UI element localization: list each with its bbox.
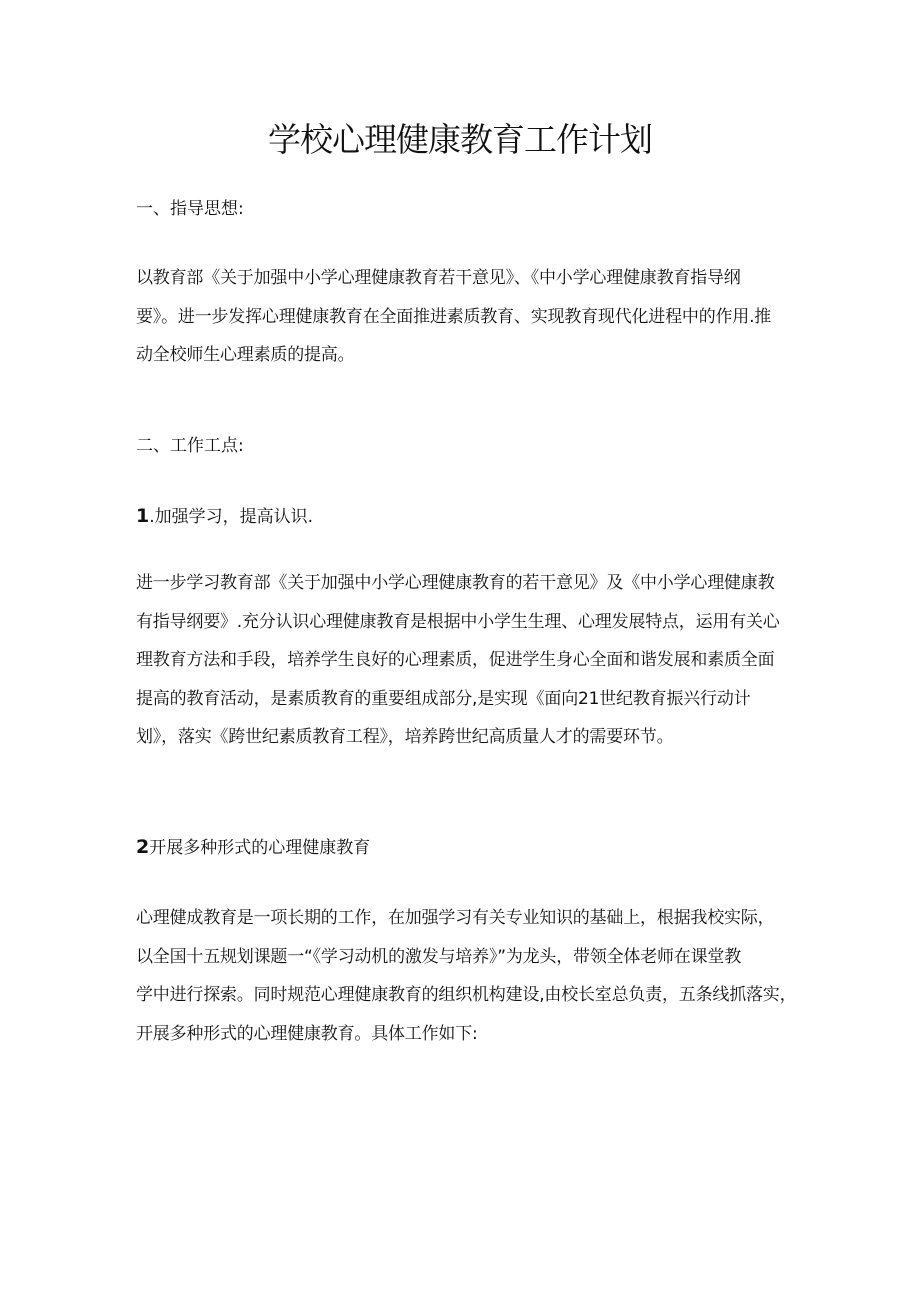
paragraph-line: 动全校师生心理素质的提高。 (136, 345, 355, 365)
paragraph-line: 以教育部《关于加强中小学心理健康教育若干意见》、《中小学心理健康教育指导纲 (136, 268, 741, 288)
item-heading-diverse-education (136, 835, 796, 860)
item-heading-strengthen-learning (136, 504, 796, 529)
paragraph-line: 要》。进一步发挥心理健康教育在全面推进素质教育、实现教育现代化进程中的作用.推 (136, 306, 772, 327)
paragraph-line: 理教育方法和手段，培养学生良好的心理素质，促进学生身心全面和谐发展和素质全面 (136, 650, 775, 670)
paragraph-diverse-education (136, 906, 796, 1060)
paragraph-line: 划》，落实《跨世纪素质教育工程》，培养跨世纪高质量人才的需要环节。 (136, 727, 674, 747)
item-number: 1 (136, 505, 150, 527)
item-heading-text: 开展多种形式的心理健康教育 (149, 838, 371, 858)
paragraph-guiding-thought (136, 266, 796, 382)
paragraph-line: 心理健成教育是一项长期的工作，在加强学习有关专业知识的基础上，根据我校实际， (136, 908, 775, 928)
paragraph-line: 开展多种形式的心理健康教育。具体工作如下: (136, 1023, 478, 1044)
paragraph-line: 学中进行探索。同时规范心理健康教育的组织机构建设,由校长室总负责，五条线抓落实， (136, 985, 797, 1005)
item-number: 2 (136, 836, 150, 858)
paragraph-strengthen-learning (136, 571, 796, 764)
section-heading-work-points: 二、工作工点: (136, 436, 244, 456)
paragraph-line: 进一步学习教育部《关于加强中小学心理健康教育的若干意见》及《中小学心理健康教 (136, 573, 775, 593)
section-heading-guiding-thought: 一、指导思想: (136, 199, 244, 219)
paragraph-line: 以全国十五规划课题一“《学习动机的激发与培养》”为龙头，带领全体老师在课堂教 (136, 946, 742, 967)
document-title: 学校心理健康教育工作计划 (268, 120, 652, 159)
item-heading-text: .加强学习，提高认识. (149, 507, 314, 527)
paragraph-line: 有指导纲要》.充分认识心理健康教育是根据中小学生生理、心理发展特点，运用有关心 (136, 611, 780, 632)
paragraph-line: 提高的教育活动，是素质教育的重要组成部分,是实现《面向21世纪教育振兴行动计 (136, 688, 751, 709)
